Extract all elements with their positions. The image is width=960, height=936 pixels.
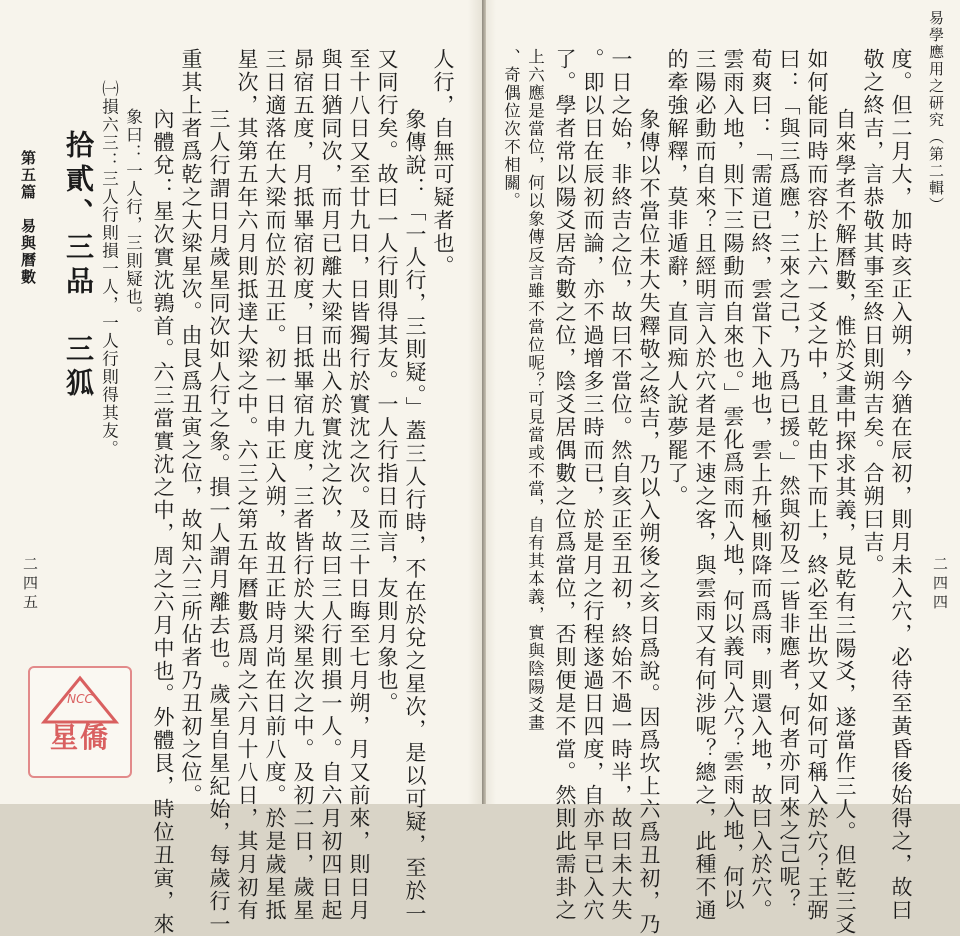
text-column: 象傳說：「一人行，三則疑。」蓋三人行時，不在於兌之星次，是以可疑，至於一	[403, 108, 427, 926]
text-column: 荀爽曰：「需道已終，雲當下入地也，雲上升極則降而爲雨，則還入地，故曰入於穴。	[749, 48, 773, 922]
text-column: 星次，其第五年六月則抵達大梁之中。六三之第五年曆數爲周之六月十八日，其月初有	[235, 48, 259, 922]
text-column: 了。學者常以陽爻居奇數之位，陰爻居偶數之位爲當位，否則便是不當。然則此需卦之	[553, 48, 577, 922]
text-column: 三陽必動而自來？且經明言入於穴者是不速之客，與雲雨又有何涉呢？總之，此種不通	[693, 48, 717, 922]
text-column: 雲雨入地，則下三陽動而自來也。」雲化爲雨而入地，何以義同入穴？雲雨入地，何以	[721, 48, 745, 912]
text-column: 的牽強解釋，莫非遁辭，直同痴人說夢罷了。	[665, 48, 689, 508]
text-column: ㈠損六三：三人行則損一人，一人行則得其友。	[99, 80, 119, 458]
text-column: 曰：「與三爲應，三來之己，乃爲已援。」然與初及二皆非應者，何者亦同來之己呢？	[777, 48, 801, 912]
text-column: 三日適落在大梁而位於丑正。初一日申正入朔，故丑正時月尚在日前八度。於是歲星抵	[263, 48, 287, 922]
text-column: 上六應是當位，何以象傳反言雖不當位呢？可見當或不當，自有其本義，實與陰陽爻畫	[525, 48, 545, 732]
publisher-stamp	[28, 666, 132, 778]
text-column: 一日之始，非終吉之位，故曰不當位。然自亥正至丑初，終始不過一時半，故曰未大失	[609, 48, 633, 922]
text-column: 象曰：一人行，三則疑也。	[123, 108, 143, 324]
text-column: 至十八日又至廿九日，日皆獨行於實沈之次。及三十日晦至七月朔，月又前來，則日月	[347, 48, 371, 922]
section-title: 拾貳、三品 三狐	[62, 130, 95, 402]
text-column: 度。但二月大，加時亥正入朔，今猶在辰初，則月未入穴，必待至黃昏後始得之，故曰	[889, 48, 913, 922]
stamp-mark: NCC	[67, 692, 93, 706]
text-column: 。即以日在辰初而論，亦不過增多三時而已，於是月之行程遂過日四度，自亦早已入穴	[581, 48, 605, 922]
text-column: 內體兌：星次實沈鶉首。六三當實沈之中，周之六月中也。外體艮，時位丑寅，來	[151, 108, 175, 936]
page-number-right: 二四四	[931, 556, 949, 613]
text-column: 敬之終吉，言恭敬其事至終日則朔吉矣。合朔曰吉。	[861, 48, 885, 577]
right-page	[482, 0, 960, 936]
text-column: 三人行謂日月歲星同次如人行之象。損一人謂月離去也。歲星自星紀始，每歲行一	[207, 108, 231, 936]
stamp-name: 星僑	[49, 721, 110, 754]
running-header: 易學應用之研究（第二輯）	[927, 10, 945, 214]
text-column: 又同行矣。故曰一人行則得其友。一人行指日而言，友則月象也。	[375, 48, 399, 715]
text-column: 、奇偶位次不相關。	[501, 48, 521, 210]
text-column: 自來學者不解曆數，惟於爻畫中探求其義，見乾有三陽爻，遂當作三人。但乾三爻	[833, 108, 857, 936]
text-column: 人行，自無可疑者也。	[431, 48, 455, 278]
text-column: 象傳以不當位未大失釋敬之終吉，乃以入朔後之亥日爲說。因爲坎上六爲丑初，乃	[637, 108, 661, 936]
text-column: 重其上者爲乾之大梁星次。由艮爲丑寅之位，故知六三所佔者乃丑初之位。	[179, 48, 203, 807]
text-column: 如何能同時而容於上六一爻之中，且乾由下而上，終必至出坎又如何可稱入於穴？王弼	[805, 48, 829, 922]
text-column: 昴宿五度，月抵畢宿初度，日抵畢宿九度，三者皆行於大梁星次之中。及初二日，歲星	[291, 48, 315, 922]
running-footer: 第五篇 易與曆數	[19, 150, 37, 286]
page-number-left: 二四五	[21, 556, 39, 613]
text-column: 與日猶同次，而月已離大梁而出入於實沈之次，故曰三人行則損一人。自六月初四日起	[319, 48, 343, 922]
